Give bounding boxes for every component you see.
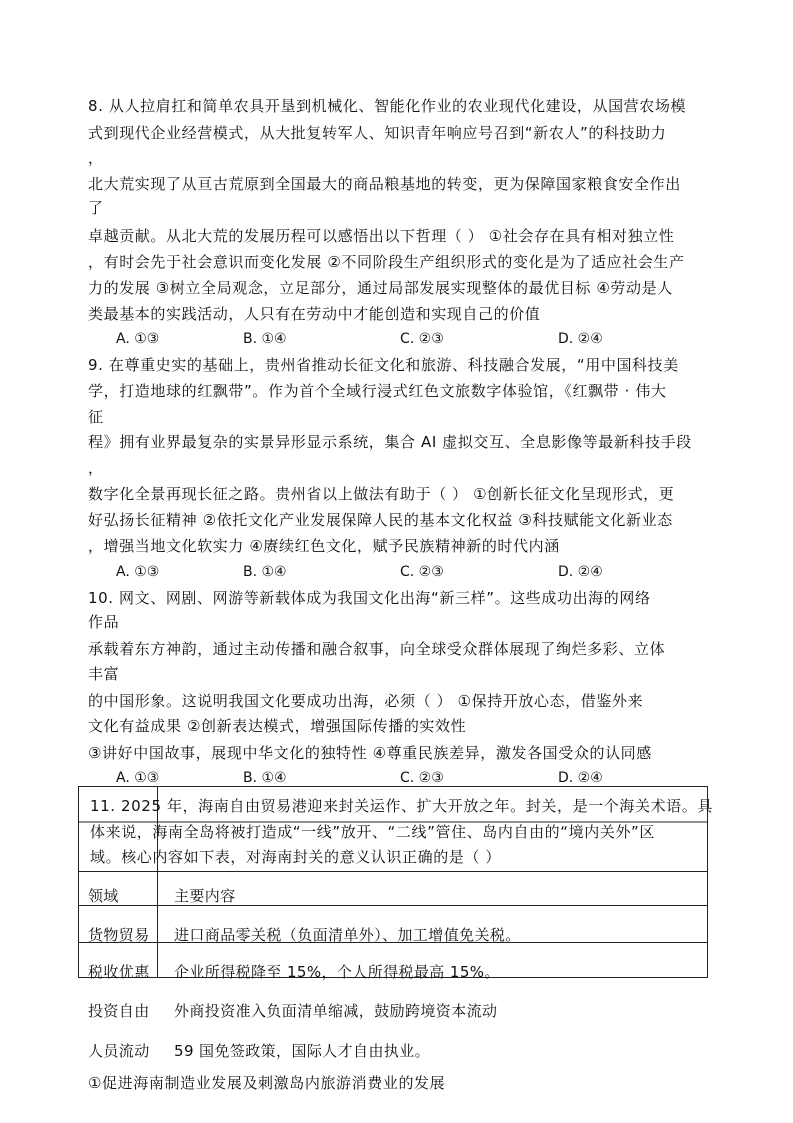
q9-line-8: ，增强当地文化软实力 ④赓续红色文化，赋予民族精神新的时代内涵	[88, 537, 560, 555]
q11-line-3: 域。核心内容如下表，对海南封关的意义认识正确的是（ ）	[90, 848, 501, 866]
q10-line-2: 作品	[88, 613, 120, 631]
q8-line-4: 北大荒实现了从亘古荒原到全国最大的商品粮基地的转变，更为保障国家粮食安全作出	[88, 175, 681, 193]
table-rule	[78, 786, 708, 787]
q10-line-6: 文化有益成果 ②创新表达模式，增强国际传播的实效性	[88, 717, 467, 735]
q8-option-d[interactable]: D. ②④	[558, 331, 603, 347]
table-cell-content: 进口商品零关税（负面清单外）、加工增值免关税。	[174, 926, 521, 944]
q11-line-2: 体来说，海南全岛将被打造成“一线”放开、“二线”管住、岛内自由的“境内关外”区	[90, 823, 656, 841]
q9-option-a[interactable]: A. ①③	[116, 564, 160, 580]
q10-line-4: 丰富	[88, 665, 120, 683]
q9-line-5: ，	[88, 459, 104, 477]
q9-line-3: 征	[88, 408, 104, 426]
q8-line-5: 了	[88, 199, 104, 217]
q10-line-3: 承载着东方神韵，通过主动传播和融合叙事，向全球受众群体展现了绚烂多彩、立体	[88, 640, 666, 658]
q8-line-8: 力的发展 ③树立全局观念，立足部分，通过局部发展实现整体的最优目标 ④劳动是人	[88, 279, 673, 297]
q8-option-b[interactable]: B. ①④	[243, 331, 287, 347]
q10-line-5: 的中国形象。这说明我国文化要成功出海，必须（ ） ①保持开放心态，借鉴外来	[88, 692, 644, 710]
q11-choice-1: ①促进海南制造业发展及刺激岛内旅游消费业的发展	[88, 1074, 446, 1092]
table-rule	[78, 871, 708, 872]
q8-line-9: 类最基本的实践活动，人只有在劳动中才能创造和实现自己的价值	[88, 305, 541, 323]
q9-option-b[interactable]: B. ①④	[243, 564, 287, 580]
q8-line-1: 8. 从人拉肩扛和简单农具开垦到机械化、智能化作业的农业现代化建设，从国营农场模	[88, 97, 687, 115]
q8-line-3: ，	[88, 149, 104, 167]
table-cell-content: 企业所得税降至 15%，个人所得税最高 15%。	[174, 963, 500, 981]
table-rule	[78, 905, 708, 906]
q10-line-7: ③讲好中国故事，展现中华文化的独特性 ④尊重民族差异，激发各国受众的认同感	[88, 744, 652, 762]
strikethrough-line	[78, 820, 708, 832]
q9-line-4: 程》拥有业界最复杂的实景异形显示系统，集合 AI 虚拟交互、全息影像等最新科技手段	[88, 433, 692, 451]
q9-line-7: 好弘扬长征精神 ②依托文化产业发展保障人民的基本文化权益 ③科技赋能文化新业态	[88, 511, 673, 529]
table-rule	[78, 786, 79, 978]
q10-option-a[interactable]: A. ①③	[116, 770, 160, 786]
q8-option-a[interactable]: A. ①③	[116, 331, 160, 347]
table-cell-content: 59 国免签政策，国际人才自由执业。	[174, 1042, 431, 1060]
q9-option-d[interactable]: D. ②④	[558, 564, 603, 580]
table-cell-field: 税收优惠	[88, 963, 150, 981]
q10-line-1: 10. 网文、网剧、网游等新载体成为我国文化出海“新三样”。这些成功出海的网络	[88, 589, 651, 607]
q10-option-d[interactable]: D. ②④	[558, 770, 603, 786]
table-cell-content: 外商投资准入负面清单缩减，鼓励跨境资本流动	[174, 1002, 498, 1020]
q8-option-c[interactable]: C. ②③	[400, 331, 444, 347]
table-cell-field: 投资自由	[88, 1002, 150, 1020]
q9-line-1: 9. 在尊重史实的基础上，贵州省推动长征文化和旅游、科技融合发展，“用中国科技美	[88, 356, 679, 374]
q10-option-c[interactable]: C. ②③	[400, 770, 444, 786]
q9-line-2: 学，打造地球的红飘带”。作为首个全域行浸式红色文旅数字体验馆，《红飘带 · 伟大	[88, 382, 667, 400]
table-header-content: 主要内容	[174, 887, 236, 905]
q8-line-2: 式到现代企业经营模式，从大批复转军人、知识青年响应号召到“新农人”的科技助力	[88, 124, 667, 142]
q10-option-b[interactable]: B. ①④	[243, 770, 287, 786]
q8-line-7: ，有时会先于社会意识而变化发展 ②不同阶段生产组织形式的变化是为了适应社会生产	[88, 253, 685, 271]
q11-line-1: 11. 2025 年，海南自由贸易港迎来封关运作、扩大开放之年。封关，是一个海关术语。具	[90, 797, 713, 815]
table-header-field: 领域	[88, 887, 119, 905]
q9-line-6: 数字化全景再现长征之路。贵州省以上做法有助于（ ） ①创新长征文化呈现形式，更	[88, 485, 675, 503]
q9-option-c[interactable]: C. ②③	[400, 564, 444, 580]
table-cell-field: 货物贸易	[88, 926, 150, 944]
table-cell-field: 人员流动	[88, 1042, 150, 1060]
q8-line-6: 卓越贡献。从北大荒的发展历程可以感悟出以下哲理（ ） ①社会存在具有相对独立性	[88, 227, 675, 245]
